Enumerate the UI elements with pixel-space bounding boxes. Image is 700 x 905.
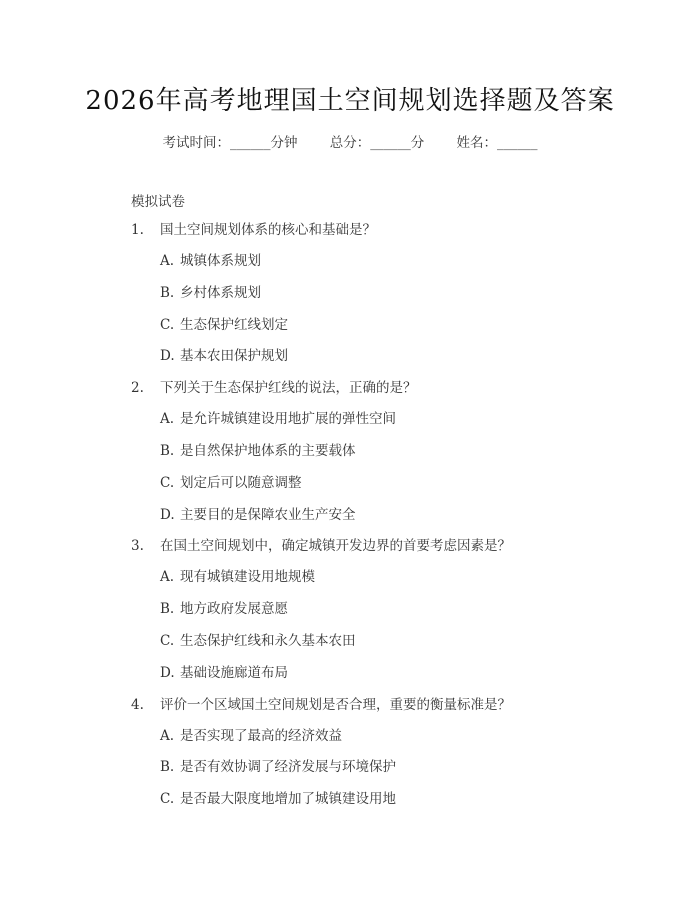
question-text: 评价一个区域国土空间规划是否合理，重要的衡量标准是？: [160, 696, 511, 713]
option-a: [131, 410, 651, 442]
exam-info-line: [0, 131, 700, 151]
total-score-label: 总分：: [329, 135, 371, 151]
option-text: 乡村体系规划: [180, 284, 261, 301]
student-name-label: 姓名：: [456, 135, 498, 151]
question-number: 1.: [131, 222, 144, 238]
option-a: [131, 568, 651, 600]
exam-time: [162, 131, 297, 151]
option-text: 划定后可以随意调整: [180, 474, 302, 491]
question-number: 3.: [131, 538, 144, 555]
option-letter: C.: [160, 632, 175, 649]
question-text: 下列关于生态保护红线的说法，正确的是？: [160, 380, 417, 397]
option-text: 是自然保护地体系的主要载体: [180, 442, 356, 459]
question-1: [131, 221, 651, 379]
page-title: 2026年高考地理国土空间规划选择题及答案: [85, 86, 615, 116]
section-heading: 模拟试卷: [131, 194, 185, 210]
exam-time-label: 考试时间：: [162, 135, 230, 151]
option-text: 现有城镇建设用地规模: [180, 569, 315, 586]
option-c: [131, 632, 651, 664]
option-a: [131, 727, 651, 759]
total-score: [330, 131, 425, 151]
option-text: 生态保护红线和永久基本农田: [180, 632, 356, 649]
option-text: 是否有效协调了经济发展与环境保护: [180, 759, 396, 776]
question-stem: [131, 221, 651, 252]
question-3: [131, 537, 651, 695]
option-text: 生态保护红线划定: [180, 316, 288, 333]
option-d: [131, 506, 651, 538]
option-letter: D.: [160, 664, 175, 681]
option-letter: C.: [160, 316, 175, 333]
option-letter: D.: [160, 348, 175, 365]
option-text: 城镇体系规划: [180, 253, 261, 269]
option-b: [131, 600, 651, 632]
option-b: [131, 758, 651, 790]
question-stem: [131, 537, 651, 568]
option-text: 是否实现了最高的经济效益: [180, 727, 342, 744]
total-score-blank: ______: [370, 135, 411, 151]
option-text: 主要目的是保障农业生产安全: [180, 506, 356, 523]
question-stem: [131, 696, 651, 727]
option-letter: B.: [160, 759, 175, 776]
question-2: [131, 379, 651, 537]
option-letter: B.: [160, 442, 175, 459]
student-name: [457, 131, 538, 151]
option-text: 基础设施廊道布局: [180, 664, 288, 681]
question-number: 2.: [131, 380, 144, 397]
option-letter: A.: [160, 411, 175, 428]
option-letter: A.: [160, 727, 175, 744]
option-letter: A.: [160, 569, 175, 586]
question-4: [131, 696, 651, 822]
option-c: [131, 474, 651, 506]
option-letter: C.: [160, 474, 175, 491]
option-letter: B.: [160, 284, 175, 301]
option-text: 是否最大限度地增加了城镇建设用地: [180, 791, 396, 808]
question-text: 国土空间规划体系的核心和基础是？: [160, 222, 376, 238]
exam-time-blank: ______: [229, 135, 271, 151]
question-stem: [131, 379, 651, 410]
option-letter: C.: [160, 791, 175, 808]
option-text: 基本农田保护规划: [180, 348, 288, 365]
exam-time-unit: 分钟: [270, 135, 298, 151]
option-b: [131, 442, 651, 474]
option-letter: B.: [160, 601, 175, 618]
question-list: [131, 221, 651, 822]
option-text: 是允许城镇建设用地扩展的弹性空间: [180, 411, 396, 428]
option-text: 地方政府发展意愿: [180, 601, 288, 618]
option-a: [131, 252, 651, 284]
option-d: [131, 664, 651, 696]
option-c: [131, 790, 651, 822]
student-name-blank: ______: [497, 135, 538, 151]
total-score-unit: 分: [410, 135, 425, 151]
question-text: 在国土空间规划中，确定城镇开发边界的首要考虑因素是？: [160, 538, 511, 555]
option-c: [131, 316, 651, 348]
option-letter: D.: [160, 506, 175, 523]
option-b: [131, 284, 651, 316]
option-letter: A.: [160, 253, 175, 269]
option-d: [131, 347, 651, 379]
question-number: 4.: [131, 696, 144, 713]
